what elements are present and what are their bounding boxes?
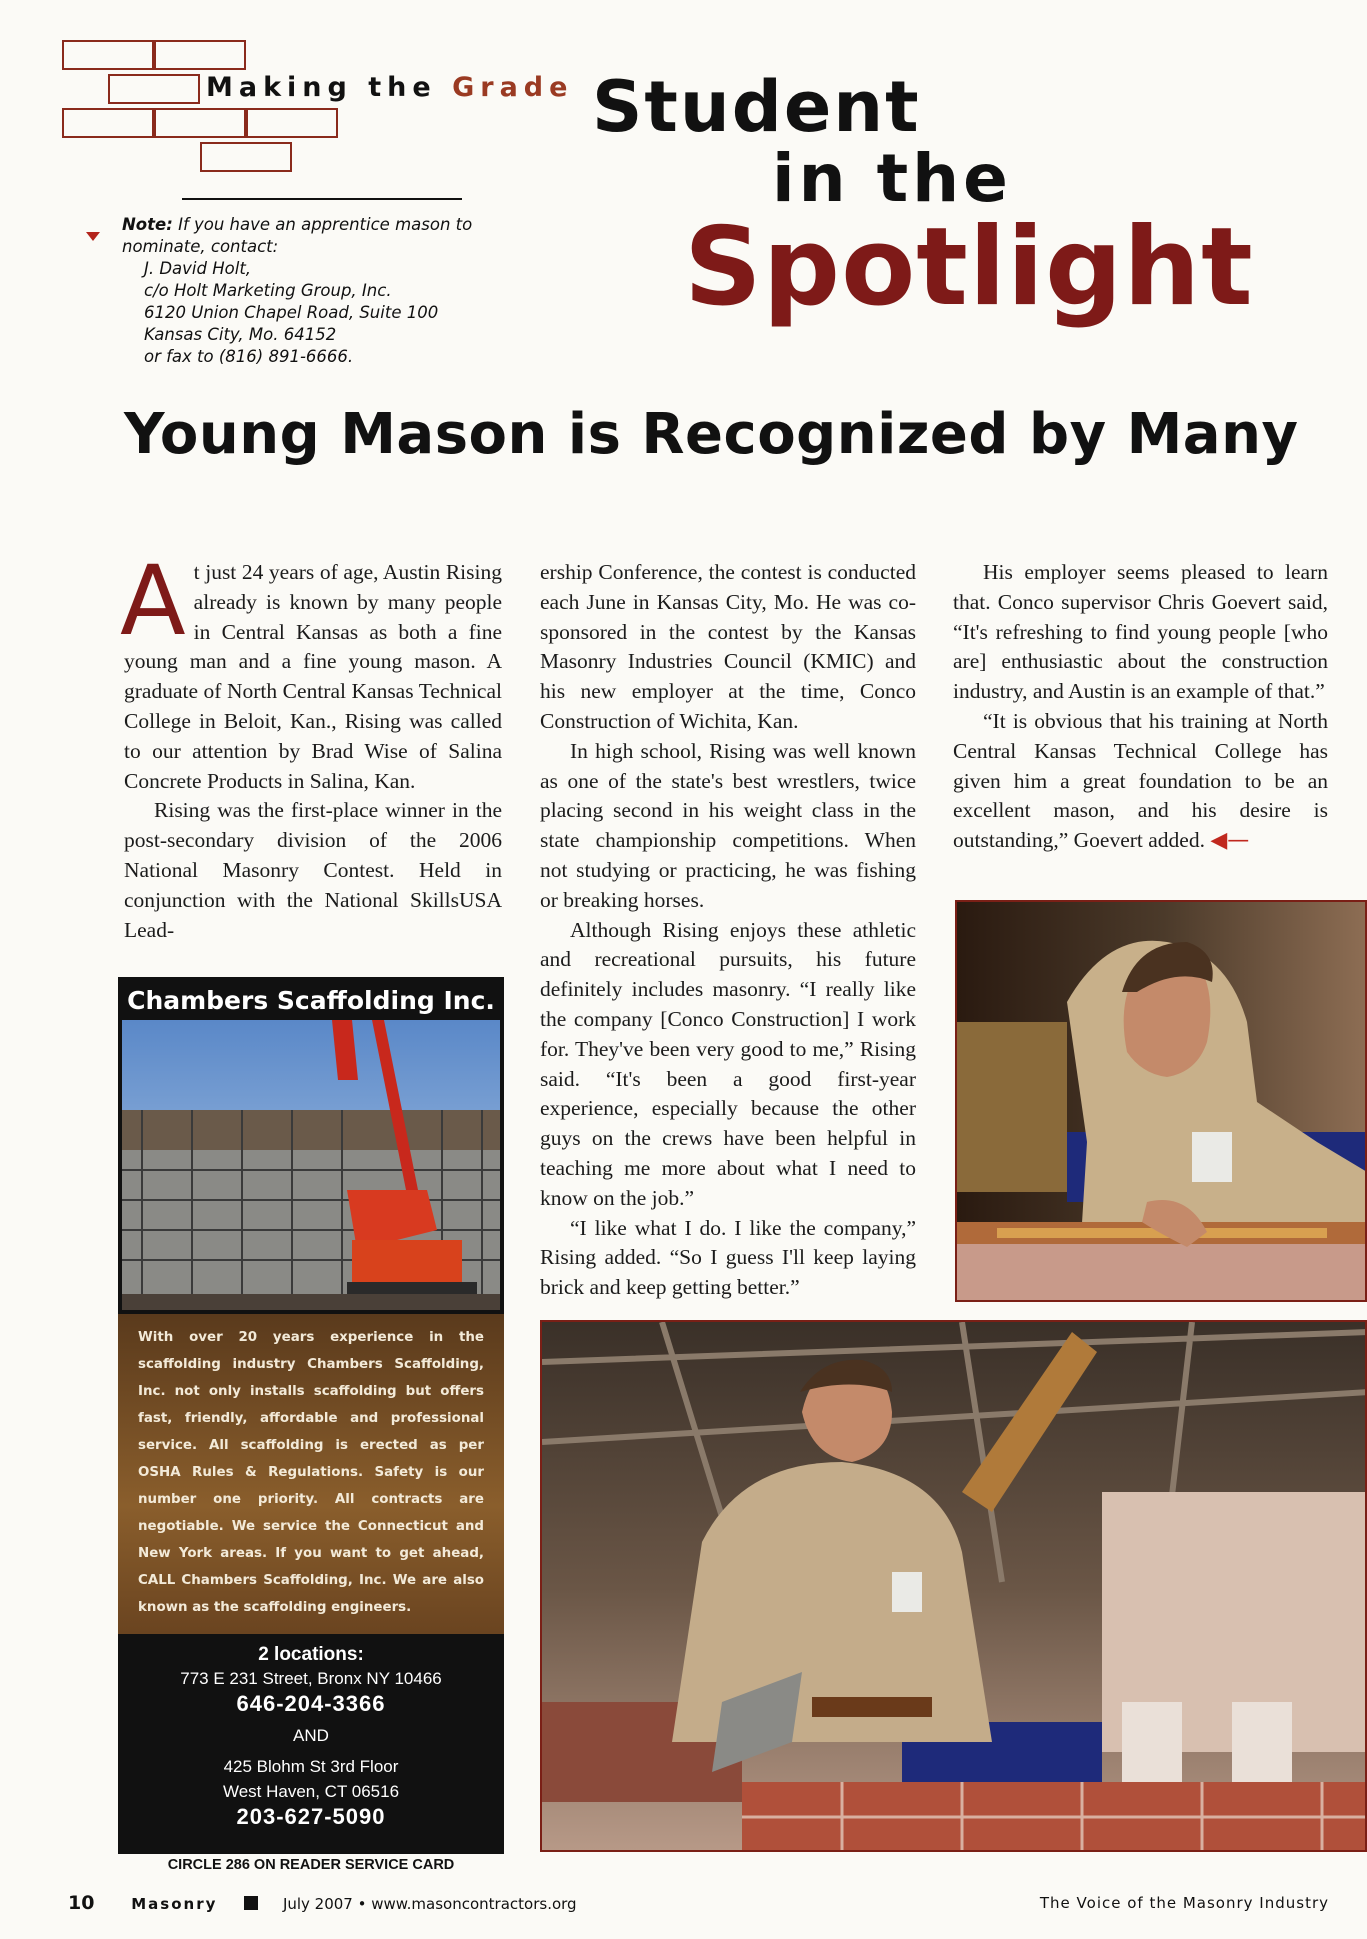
reader-service-note: CIRCLE 286 ON READER SERVICE CARD [167,1857,455,1873]
ad-and-label: AND [293,1726,329,1745]
note-line: or fax to (816) 891-6666. [144,347,354,366]
note-line: c/o Holt Marketing Group, Inc. [144,281,392,300]
ad-location2-line2: West Haven, CT 06516 [222,1782,400,1801]
paragraph: Rising was the first-place winner in the post-secondary division of the 2006 National Masonry Contest. Held in conjunction with the National SkillsUSA Lead- [124,798,502,942]
paragraph: Although Rising enjoys these athletic and recreational pursuits, his future definitely includes masonry. “I really like the company [Conco Construction] I work for. They've been very good to me,” Rising said. “It's been a good first-year experience, especially because the other guys on the crews have been helpful in teaching me more about what I need to know on the job.” [540,917,916,1210]
title-line-in-the: in the [772,140,1012,217]
nomination-note [122,214,542,368]
note-line: J. David Holt, [144,259,252,278]
paragraph: “It is obvious that his training at North Central Kansas Technical College has given him a great foundation to be an excellent mason, and his desire is outstanding,” Goevert added. [953,708,1328,853]
magazine-name: Masonry [131,1895,218,1913]
footer-square-icon [244,1896,258,1910]
paragraph: In high school, Rising was well known as one of the state's best wrestlers, twice placing second in his weight class in the state championship competitions. When not studying or practicing, he was fishing or breaking horses. [540,738,916,912]
footer-tagline: The Voice of the Masonry Industry [1039,1894,1329,1912]
brick-logo [62,40,342,175]
ad-locations-label: 2 locations: [258,1644,364,1665]
article-column-2 [540,558,916,1303]
note-line: Kansas City, Mo. 64152 [144,325,337,344]
paragraph: ership Conference, the contest is conducted each June in Kansas City, Mo. He was co-sponsored in the contest by the Kansas Masonry Industries Council (KMIC) and his new employer at the time, Conco Construction of Wichita, Kan. [540,560,916,733]
note-marker-icon [86,232,100,241]
drop-cap: A [120,545,186,657]
paragraph: “I like what I do. I like the company,” Rising added. “So I guess I'll keep laying brick and keep getting better.” [540,1215,916,1300]
title-line-student: Student [592,66,921,148]
chambers-scaffolding-ad [118,977,504,1854]
ad-description: With over 20 years experience in the scaffolding industry Chambers Scaffolding, Inc. not only installs scaffolding but offers fast, friendly, affordable and professional service. All scaffolding is erected as per OSHA Rules & Regulations. Safety is our number one priority. All contracts are negotiable. We service the Connecticut and New York areas. If you want to get ahead, CALL Chambers Scaffolding, Inc. We are also known as the scaffolding engineers. [118,1314,504,1634]
ad-location2-phone: 203-627-5090 [236,1804,386,1829]
ad-location1-phone: 646-204-3366 [236,1691,386,1716]
article-column-3 [953,558,1328,856]
article-headline: Young Mason is Recognized by Many [124,402,1299,467]
article-column-1 [120,545,502,945]
kicker-grade: Grade [452,72,574,103]
paragraph: t just 24 years of age, Austin Rising already is known by many people in Central Kansas as both a fine young man and a fine young mason. A graduate of North Central Kansas Technical College in Beloit, Kan., Rising was called to our attention by Brad Wise of Salina Concrete Products in Salina, Kan. [124,560,502,793]
photo-mason-with-trowel [540,1320,1367,1852]
section-kicker [206,72,573,103]
issue-info: July 2007 • www.masoncontractors.org [282,1895,577,1913]
paragraph: His employer seems pleased to learn that. Conco supervisor Chris Goevert said, “It's refreshing to find young people [who are] enthusiastic about the construction industry, and Austin is an example of that.” [953,560,1328,704]
ad-title: Chambers Scaffolding Inc. [127,986,495,1015]
kicker-text: Making the [206,72,437,103]
title-line-spotlight: Spotlight [684,205,1254,330]
note-rule [182,198,462,200]
ad-contact-block [118,1634,504,1830]
note-intro: If you have an apprentice mason to nominate, contact: [122,215,473,256]
page-footer [68,1892,577,1914]
ad-location2-line1: 425 Blohm St 3rd Floor [223,1757,399,1776]
ad-photo-scaffolding-crane [122,1020,500,1310]
photo-mason-with-level [955,900,1367,1302]
page-number: 10 [68,1892,95,1914]
note-label: Note: [122,215,173,234]
note-line: 6120 Union Chapel Road, Suite 100 [144,303,439,322]
ad-location1-address: 773 E 231 Street, Bronx NY 10466 [180,1669,442,1688]
end-mark-icon: ◀— [1210,828,1250,854]
